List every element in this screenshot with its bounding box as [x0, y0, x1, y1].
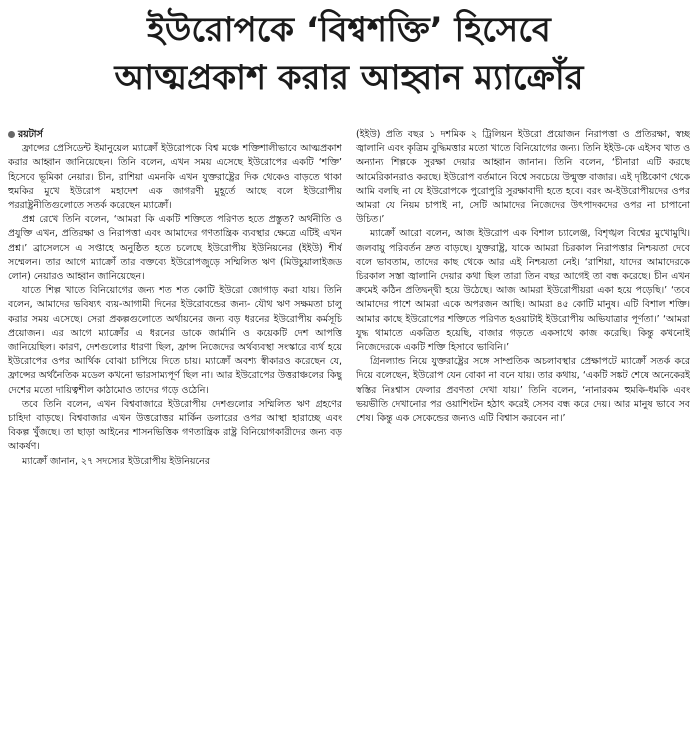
paragraph: প্রশ্ন রেখে তিনি বলেন, ‘আমরা কি একটি শক্তিতে পরিণত হতে প্রস্তুত? অর্থনীতি ও প্রযুক্তি এখন, প্রতিরক্ষা ও নিরাপত্তা এবং আমাদের গণতান্ত্রিক ব্যবস্থার ক্ষেত্রে এটিই এখন প্রশ্ন।’ ব্রাসেলসে এ সপ্তাহে অনুষ্ঠিত হতে চলেছে ইউরোপীয় ইউনিয়নের (ইইউ) শীর্ষ সম্মেলন। তার আগে ম্যাক্রোঁ তার বক্তব্যে ইউরোপজুড়ে সম্মিলিত ঋণ (মিউচুয়ালাইজড লোন) নেয়ারও আহ্বান জানিয়েছেন।	[8, 214, 342, 283]
headline	[0, 6, 698, 102]
column-left	[8, 128, 342, 732]
paragraph: ম্যাক্রোঁ আরো বলেন, আজ ইউরোপ এক বিশাল চ্যালেঞ্জ, বিশৃঙ্খল বিশ্বের মুখোমুখি। জলবায়ু পরিবর্তন দ্রুত বাড়ছে। যুক্তরাষ্ট্র, যাকে আমরা চিরকাল নিরাপত্তার নিশ্চয়তা দেবে বলে ভাবতাম, তাদের কাছ থেকে আর এই নিশ্চয়তা নেই। ‘রাশিয়া, যাদের আমাদেরকে চিরকাল সস্তা জ্বালানি দেয়ার কথা ছিল তারা তিন বছর আগেই তা বন্ধ করেছে। চীন এখন ক্রমেই কঠিন প্রতিদ্বন্দ্বী হয়ে উঠেছে। আজ আমরা ইউরোপীয়রা একা হয়ে পড়েছি।’ ‘তবে আমাদের পাশে আমরা একে অপরজন আছি। আমরা ৪৫ কোটি মানুষ। এটি বিশাল শক্তি। আমার কাছে ইউরোপের শক্তিতে পরিণত হওয়াটাই ইউরোপীয় অভিযাত্রার পূর্ণতা।’ ‘আমরা যুদ্ধ থামাতে একত্রিত হয়েছি, বাজার গড়তে একসাথে কাজ করেছি। কিন্তু কখনোই নিজেদেরকে একটি শক্তি হিসাবে ভাবিনি।’	[356, 228, 690, 354]
byline-line	[8, 128, 342, 142]
paragraph: যাতে শিল্প খাতে বিনিয়োগের জন্য শত শত কোটি ইউরো জোগাড় করা যায়। তিনি বলেন, আমাদের ভবিষ্যৎ ব্যয়-আগামী দিনের ইউরোবন্ডের জন্য- যৌথ ঋণ সক্ষমতা চালু করার সময় এসেছে। সেরা প্রকল্পগুলোতে অর্থায়নের জন্য বড় ধরনের ইউরোপীয় কর্মসূচি প্রয়োজন। এর আগে ম্যাক্রোঁর এ ধরনের ডাকে জার্মানি ও কয়েকটি দেশ আপত্তি জানিয়েছিল। কারণ, দেশগুলোর ধারণা ছিল, ফ্রান্স নিজেদের অর্থব্যবস্থা সংস্কারে ব্যর্থ হয়ে ইউরোপের ওপর আর্থিক বোঝা চাপিয়ে দিতে চায়। ম্যাক্রোঁ অবশ্য স্বীকারও করেছেন যে, ফ্রান্সের অর্থনৈতিক মডেল কখনো ভারসাম্যপূর্ণ ছিল না। আর ইউরোপের উত্তরাঞ্চলের কিছু দেশের মতো দায়িত্বশীল কাঠামোও তাদের গড়ে ওঠেনি।	[8, 285, 342, 396]
paragraph: গ্রিনল্যান্ড নিয়ে যুক্তরাষ্ট্রের সঙ্গে সাম্প্রতিক অচলাবস্থার প্রেক্ষাপটে ম্যাক্রোঁ সতর্ক করে দিয়ে বলেছেন, ইউরোপ যেন বোকা না বনে যায়। তার কথায়, ‘একটি সঙ্কট শেষে অনেকেরই স্বস্তির নিঃশ্বাস ফেলার প্রবণতা দেখা যায়।’ তিনি বলেন, ‘নানারকম হুমকি-ধমকি এবং ভয়ভীতি দেখানোর পর ওয়াশিংটন হঠাৎ করেই সেসব বন্ধ করে দেয়। আর মানুষ ভাবে সব শেষ। কিন্তু এক সেকেন্ডের জন্যও এটি বিশ্বাস করবেন না।’	[356, 356, 690, 425]
paragraph: ম্যাক্রোঁ জানান, ২৭ সদস্যের ইউরোপীয় ইউনিয়নের	[22, 455, 210, 467]
byline: রয়টার্স	[18, 129, 43, 140]
article-body	[8, 128, 690, 732]
column-right	[356, 128, 690, 732]
headline-line-1: ইউরোপকে ‘বিশ্বশক্তি’ হিসেবে	[147, 10, 551, 50]
headline-line-2: আত্মপ্রকাশ করার আহ্বান ম্যাক্রোঁর	[114, 58, 584, 98]
paragraph: ফ্রান্সের প্রেসিডেন্ট ইমানুয়েল ম্যাক্রোঁ ইউরোপকে বিশ্ব মঞ্চে শক্তিশালীভাবে আত্মপ্রকাশ করার আহ্বান জানিয়েছেন। তিনি বলেন, এখন সময় এসেছে ইউরোপের একটি ‘শক্তি’ হিসেবে ভূমিকা নেয়ার। চীন, রাশিয়া এমনকি এখন যুক্তরাষ্ট্রের দিক থেকেও বাড়তে থাকা হুমকির মুখে ইউরোপ মহাদেশ এক জাগরণী মুহূর্তে আছে বলে ইউরোপীয় পররাষ্ট্রনীতিগুলোতে সতর্ক করেছেন ম্যাক্রোঁ।	[8, 143, 342, 212]
paragraph: (ইইউ) প্রতি বছর ১ দশমিক ২ ট্রিলিয়ন ইউরো প্রয়োজন নিরাপত্তা ও প্রতিরক্ষা, স্বচ্ছ জ্বালানি এবং কৃত্রিম বুদ্ধিমত্তার মতো খাতে বিনিয়োগের জন্য। তিনি ইইউ-কে এইসব খাত ও অন্যান্য শিল্পকে সুরক্ষা দেয়ার আহ্বান জানান। তিনি বলেন, ‘চীনারা এটি করছে আমেরিকানরাও করছে। ইউরোপ বর্তমানে বিশ্বে সবচেয়ে উন্মুক্ত বাজার। এই দৃষ্টিকোণ থেকে আমি বলছি না যে ইউরোপকে পুরোপুরি সুরক্ষাবাদী হতে হবে। বরং অ-ইউরোপীয়দের ওপর আমরা যে নিয়ম চাপাই না, সেটি আমাদের নিজেদের উৎপাদকদের ওপর না চাপানো উচিত।’	[356, 129, 690, 226]
bullet-icon	[8, 131, 15, 138]
paragraph: তবে তিনি বলেন, এখন বিশ্ববাজারে ইউরোপীয় দেশগুলোর সম্মিলিত ঋণ গ্রহণের চাহিদা বাড়ছে। বিশ্ববাজার এখন উত্তরোত্তর মার্কিন ডলারের ওপর আস্থা হারাচ্ছে এবং বিকল্প খুঁজছে। তা ছাড়া আইনের শাসনভিত্তিক গণতান্ত্রিক রাষ্ট্র বিনিয়োগকারীদের জন্য বড় আকর্ষণ।	[8, 398, 342, 453]
